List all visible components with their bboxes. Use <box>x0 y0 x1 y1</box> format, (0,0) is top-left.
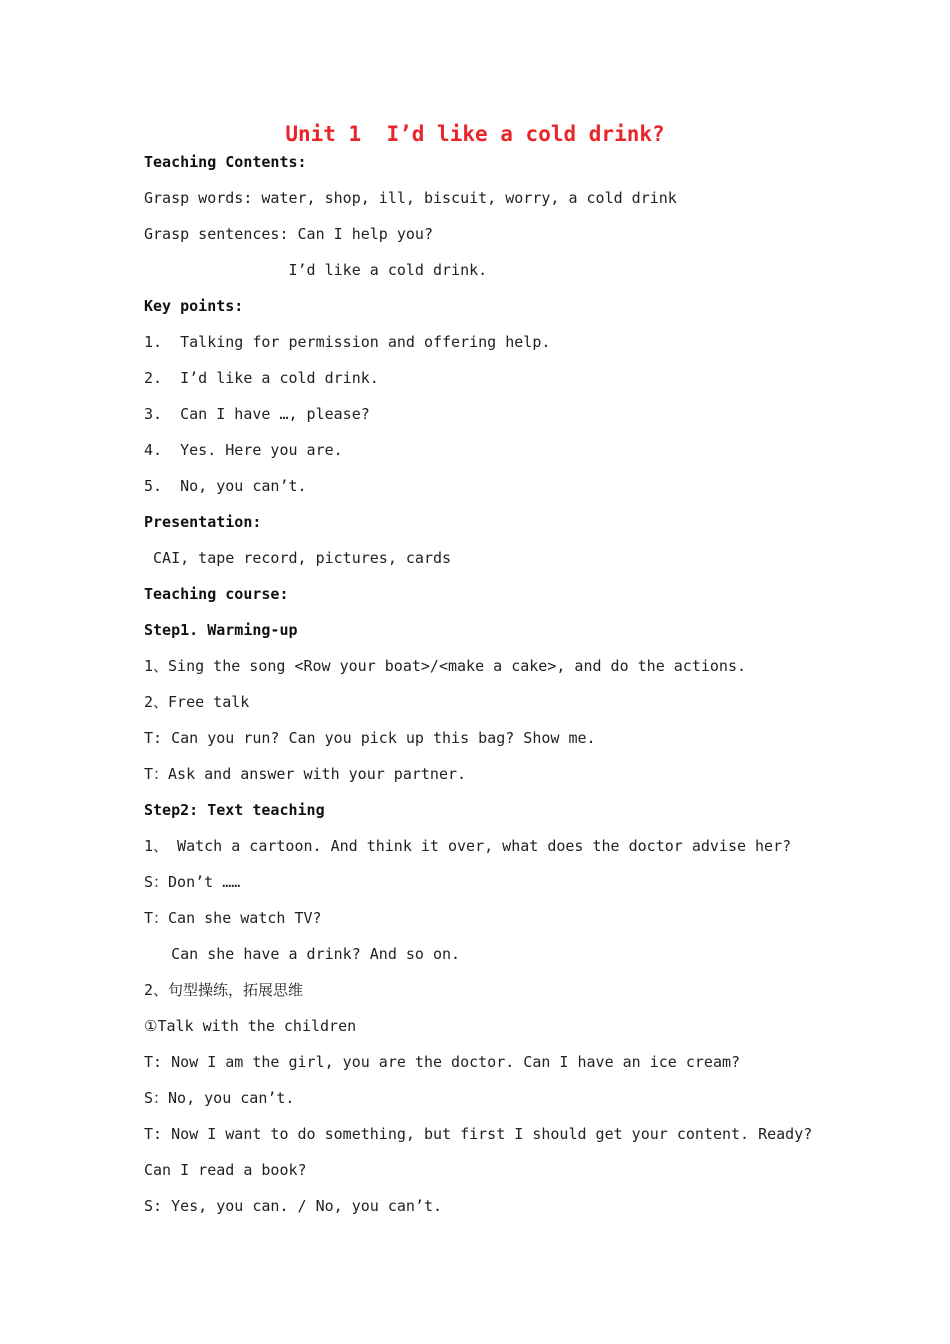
text-line: 1、Sing the song <Row your boat>/<make a cake>, and do the actions. <box>144 657 746 675</box>
section-heading: Teaching Contents: <box>144 153 307 171</box>
section-heading: Teaching course: <box>144 585 289 603</box>
text-line: 1、 Watch a cartoon. And think it over, what does the doctor advise her? <box>144 837 792 855</box>
text-line: 4. Yes. Here you are. <box>144 441 343 459</box>
section-heading: Step2: Text teaching <box>144 801 325 819</box>
section-heading: Step1. Warming-up <box>144 621 298 639</box>
text-line: 5. No, you can’t. <box>144 477 307 495</box>
text-line: 3. Can I have …, please? <box>144 405 370 423</box>
text-line: T: Can you run? Can you pick up this bag? Show me. <box>144 729 596 747</box>
document-title: Unit 1 I’d like a cold drink? <box>285 122 665 146</box>
text-line: T: Now I am the girl, you are the doctor. Can I have an ice cream? <box>144 1053 741 1071</box>
text-line: 1. Talking for permission and offering help. <box>144 333 551 351</box>
text-line: 2、Free talk <box>144 693 250 711</box>
text-line: 2、句型操练，拓展思维 <box>144 981 304 999</box>
text-line: Can she have a drink? And so on. <box>144 945 461 963</box>
text-line: T：Can she watch TV? <box>144 909 322 927</box>
text-line: T: Now I want to do something, but first I should get your content. Ready? <box>144 1125 813 1143</box>
document-body <box>144 150 844 1230</box>
text-line: Grasp sentences: Can I help you? <box>144 225 433 243</box>
text-line: ①Talk with the children <box>144 1017 357 1035</box>
text-line: S: Yes, you can. / No, you can’t. <box>144 1197 443 1215</box>
text-line: 2. I’d like a cold drink. <box>144 369 379 387</box>
text-line: CAI, tape record, pictures, cards <box>144 549 452 567</box>
section-heading: Presentation: <box>144 513 262 531</box>
section-heading: Key points: <box>144 297 244 315</box>
text-line: Grasp words: water, shop, ill, biscuit, worry, a cold drink <box>144 189 677 207</box>
text-line: I’d like a cold drink. <box>144 261 488 279</box>
text-line: T：Ask and answer with your partner. <box>144 765 467 783</box>
text-line: S：No, you can’t. <box>144 1089 295 1107</box>
text-line: Can I read a book? <box>144 1161 307 1179</box>
text-line: S：Don’t …… <box>144 873 241 891</box>
